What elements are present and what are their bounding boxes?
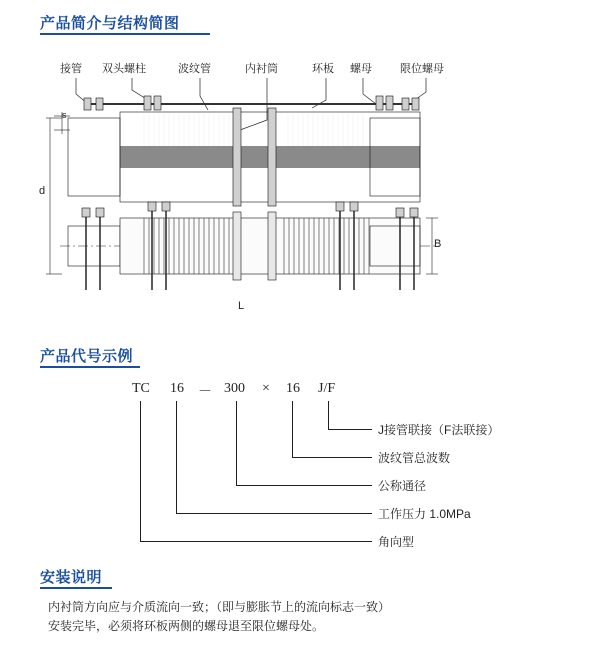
callout-label-ring-plate: 环板 [312, 63, 334, 75]
code-leader-v-5 [140, 401, 141, 541]
code-desc-diameter: 公称通径 [378, 479, 427, 493]
code-token-tc: TC [132, 381, 150, 396]
dimension-label-B: B [434, 238, 442, 250]
code-leader-h-3 [236, 485, 372, 486]
callout-label-limit-nut: 限位螺母 [400, 63, 444, 75]
code-leader-v-2 [292, 401, 293, 457]
code-token-connection: J/F [318, 381, 336, 396]
code-leader-v-3 [236, 401, 237, 485]
dimension-label-L: L [238, 300, 245, 312]
code-leader-h-5 [140, 541, 372, 542]
dimension-label-s: s [62, 110, 67, 120]
code-leader-h-1 [328, 429, 372, 430]
product-code-diagram [40, 375, 520, 549]
code-desc-type: 角向型 [378, 535, 415, 549]
code-token-times: × [262, 381, 270, 396]
callout-label-bellows: 波纹管 [178, 63, 211, 75]
code-token-dash: － [198, 385, 212, 400]
code-leader-h-2 [292, 457, 372, 458]
code-token-pressure: 16 [170, 381, 184, 396]
dimension-label-d: d [39, 185, 46, 197]
section-title-code-example: 产品代号示例 [40, 348, 134, 365]
section-title-underline-2 [40, 366, 140, 368]
callout-label-double-stud: 双头螺柱 [102, 63, 146, 75]
callout-label-nozzle: 接管 [60, 63, 82, 75]
code-leader-v-4 [176, 401, 177, 513]
code-desc-connection: J接管联接（F法联接） [378, 423, 500, 437]
code-token-diameter: 300 [224, 381, 245, 396]
section-title-underline-1 [40, 33, 210, 35]
section-title-underline-3 [40, 587, 112, 589]
structure-diagram [39, 60, 510, 312]
section-title-install: 安装说明 [40, 569, 103, 586]
callout-label-nut: 螺母 [350, 63, 372, 75]
code-desc-pressure: 工作压力 1.0MPa [378, 507, 471, 521]
install-line-1: 内衬筒方向应与介质流向一致；（即与膨胀节上的流向标志一致） [48, 600, 391, 614]
install-instructions [48, 598, 568, 636]
install-line-2: 安装完毕，必须将环板两侧的螺母退至限位螺母处。 [48, 619, 325, 633]
callout-label-liner: 内衬筒 [245, 63, 278, 75]
code-leader-v-1 [328, 401, 329, 429]
code-leader-h-4 [176, 513, 372, 514]
section-title-product-intro: 产品简介与结构简图 [40, 15, 180, 32]
code-token-waves: 16 [286, 381, 300, 396]
structure-diagram-svg [40, 60, 510, 290]
code-desc-waves: 波纹管总波数 [378, 451, 451, 465]
